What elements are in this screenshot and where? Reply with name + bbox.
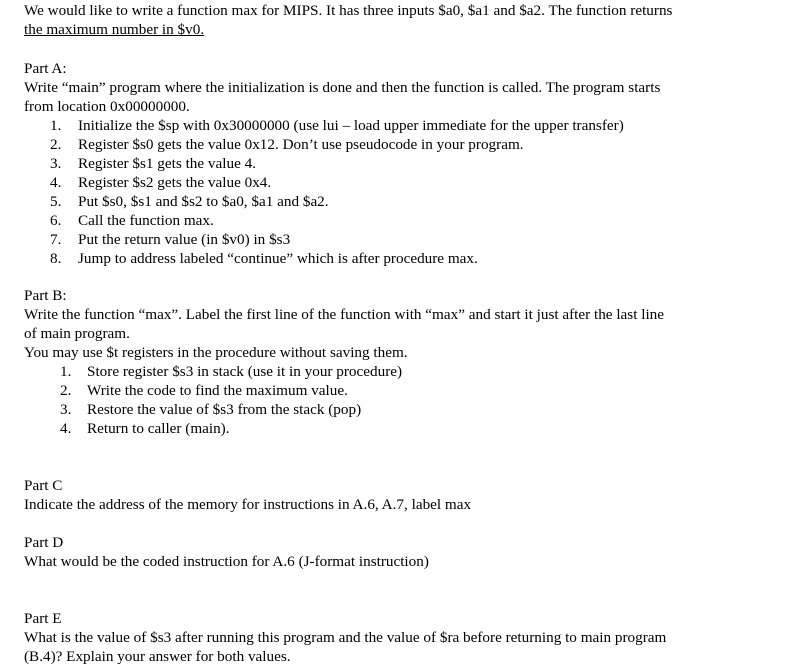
list-item: [24, 230, 744, 249]
list-item-text: Store register $s3 in stack (use it in your procedure): [87, 363, 403, 380]
list-number: 7.: [50, 231, 62, 248]
list-item: [24, 249, 744, 268]
part-e-text-line-1: What is the value of $s3 after running this program and the value of $ra before returning to main program: [24, 629, 667, 646]
list-item-text: Call the function max.: [78, 212, 214, 229]
list-item-text: Register $s0 gets the value 0x12. Don’t use pseudocode in your program.: [78, 136, 524, 153]
part-a-section: [24, 59, 744, 268]
list-item: [24, 400, 744, 419]
list-number: 3.: [60, 401, 72, 418]
list-item: [24, 135, 744, 154]
list-item: [24, 173, 744, 192]
list-item-text: Initialize the $sp with 0x30000000 (use lui – load upper immediate for the upper transfer): [78, 117, 624, 134]
list-number: 1.: [50, 117, 62, 134]
list-item-text: Register $s2 gets the value 0x4.: [78, 174, 272, 191]
part-b-section: [24, 286, 744, 438]
list-item: [24, 419, 744, 438]
list-item-text: Register $s1 gets the value 4.: [78, 155, 256, 172]
list-number: 4.: [60, 420, 72, 437]
part-e-section: [24, 609, 744, 666]
list-item-text: Put the return value (in $v0) in $s3: [78, 231, 291, 248]
list-number: 5.: [50, 193, 62, 210]
list-number: 2.: [50, 136, 62, 153]
list-number: 8.: [50, 250, 62, 267]
part-b-text-line-3: You may use $t registers in the procedure without saving them.: [24, 344, 408, 361]
part-c-text: Indicate the address of the memory for instructions in A.6, A.7, label max: [24, 496, 472, 513]
part-b-list: [24, 362, 744, 438]
part-a-heading: Part A:: [24, 60, 67, 77]
part-d-section: [24, 533, 744, 571]
list-item-text: Restore the value of $s3 from the stack (pop): [87, 401, 362, 418]
part-e-heading: Part E: [24, 610, 62, 627]
list-item-text: Return to caller (main).: [87, 420, 230, 437]
intro-line-2: the maximum number in $v0.: [24, 21, 205, 38]
part-e-text-line-2: (B.4)? Explain your answer for both values.: [24, 648, 291, 665]
part-a-text-line-2: from location 0x00000000.: [24, 98, 190, 115]
part-d-text: What would be the coded instruction for A.6 (J-format instruction): [24, 553, 429, 570]
part-d-heading: Part D: [24, 534, 64, 551]
intro-paragraph: [24, 1, 744, 39]
list-item: [24, 211, 744, 230]
list-number: 1.: [60, 363, 72, 380]
list-item: [24, 381, 744, 400]
list-item-text: Put $s0, $s1 and $s2 to $a0, $a1 and $a2.: [78, 193, 329, 210]
part-a-list: [24, 116, 744, 268]
list-item: [24, 192, 744, 211]
part-b-text-line-2: of main program.: [24, 325, 130, 342]
part-c-heading: Part C: [24, 477, 63, 494]
list-number: 6.: [50, 212, 62, 229]
list-item: [24, 116, 744, 135]
list-number: 4.: [50, 174, 62, 191]
list-item: [24, 154, 744, 173]
list-item-text: Jump to address labeled “continue” which is after procedure max.: [78, 250, 478, 267]
part-b-heading: Part B:: [24, 287, 67, 304]
part-a-text-line-1: Write “main” program where the initialization is done and then the function is called. The program starts: [24, 79, 661, 96]
list-item: [24, 362, 744, 381]
part-b-text-line-1: Write the function “max”. Label the first line of the function with “max” and start it just after the last line: [24, 306, 665, 323]
list-number: 3.: [50, 155, 62, 172]
list-item-text: Write the code to find the maximum value.: [87, 382, 348, 399]
list-number: 2.: [60, 382, 72, 399]
part-c-section: [24, 476, 744, 514]
intro-line-1: We would like to write a function max for MIPS. It has three inputs $a0, $a1 and $a2. The function returns: [24, 2, 673, 19]
